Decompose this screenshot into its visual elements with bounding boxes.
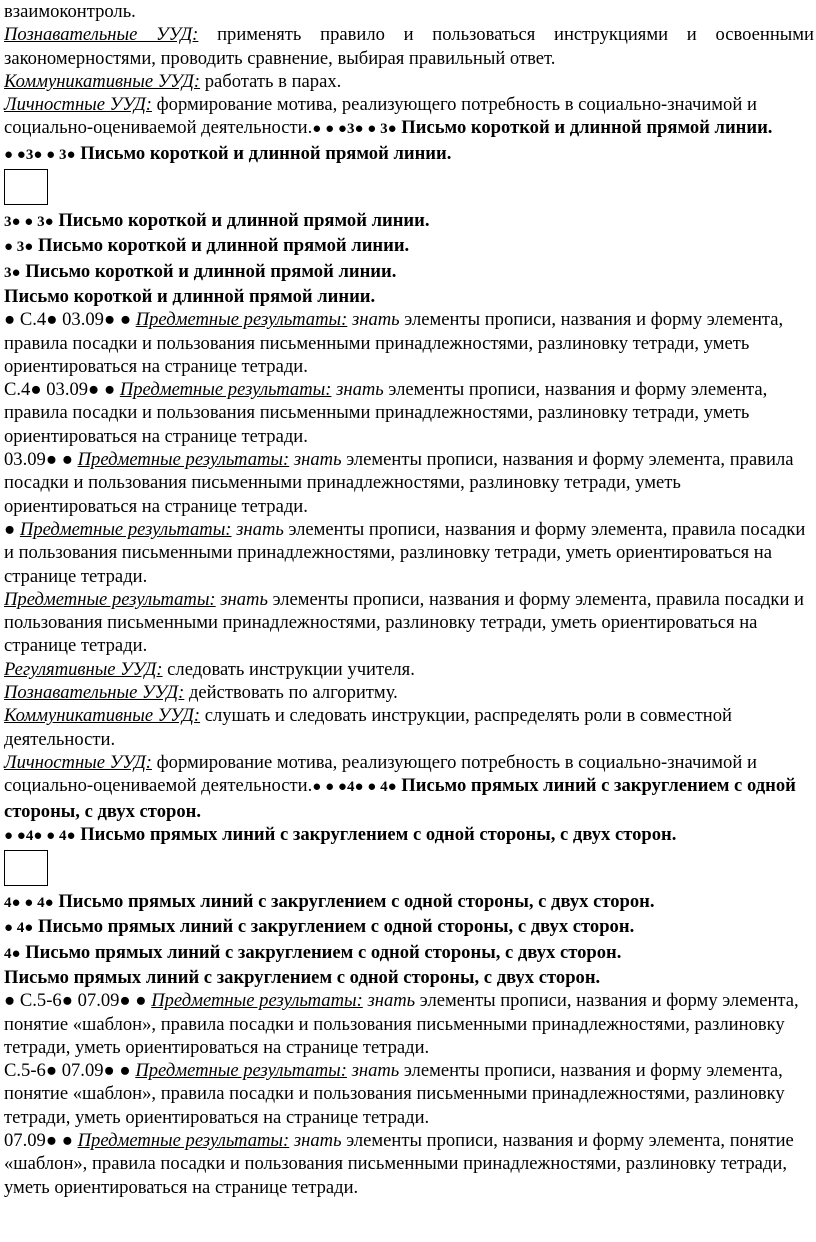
- label: Познавательные УУД:: [4, 682, 185, 704]
- text: элементы прописи, названия и форму элемента, правила посадки и пользования письменными принадлежностями, разлиновку тетради, уметь ориентироваться на странице тетради.: [4, 518, 806, 587]
- label: Коммуникативные УУД:: [4, 705, 201, 727]
- bullet-marks: ● 4●: [4, 920, 34, 937]
- text: слушать и следовать инструкции, распределять роли в совместной деятельности.: [4, 705, 732, 750]
- empty-box: [4, 850, 48, 886]
- text: формирование мотива, реализующего потребность в социально-значимой и социально-оцениваемой деятельности.: [4, 94, 757, 139]
- lesson-title-line: [4, 234, 814, 259]
- lesson-title: Письмо короткой и длинной прямой линии.: [4, 285, 376, 307]
- lesson-title-line: [4, 823, 814, 848]
- label: Познавательные УУД:: [4, 24, 199, 46]
- know-word: знать: [293, 449, 342, 471]
- label: Предметные результаты:: [151, 990, 363, 1012]
- lesson-title-line: [4, 209, 814, 234]
- know-word: знать: [351, 1060, 400, 1082]
- paragraph-personal-uud: [4, 751, 814, 823]
- paragraph-cognitive-uud: [4, 23, 814, 70]
- know-word: знать: [293, 1130, 342, 1152]
- bullet-marks: ● ●4● ● 4●: [4, 827, 76, 844]
- subject-results: [4, 1059, 814, 1129]
- know-word: знать: [236, 518, 284, 540]
- text: элементы прописи, названия и форму элемента, правила посадки и пользования письменными принадлежностями, разлиновку тетради, уметь ориентироваться на странице тетради.: [4, 588, 805, 657]
- text: элементы прописи, названия и форму элемента, понятие «шаблон», правила посадки и пользования письменными принадлежностями, разлиновку тетради, уметь ориентироваться на странице тетради.: [4, 990, 799, 1058]
- lesson-title: Письмо прямых линий с закруглением с одной стороны, с двух сторон.: [4, 966, 601, 988]
- lesson-meta: ● С.4● 03.09● ●: [4, 309, 136, 331]
- paragraph-personal-uud: [4, 93, 814, 142]
- subject-results: [4, 989, 814, 1059]
- subject-results: [4, 588, 814, 658]
- text: элементы прописи, названия и форму элемента, правила посадки и пользования письменными принадлежностями, разлиновку тетради, уметь ориентироваться на странице тетради.: [4, 309, 784, 377]
- label: Личностные УУД:: [4, 751, 152, 773]
- lesson-title-line: [4, 890, 814, 915]
- subject-results: [4, 518, 814, 588]
- lesson-title: Письмо прямых линий с закруглением с одной стороны, с двух сторон.: [75, 823, 677, 845]
- lesson-meta: ● С.5-6● 07.09● ●: [4, 990, 152, 1012]
- empty-box: [4, 169, 48, 205]
- lesson-meta: С.5-6● 07.09● ●: [4, 1060, 136, 1082]
- label: Предметные результаты:: [119, 379, 332, 401]
- paragraph-cognitive-uud: [4, 681, 814, 704]
- text: работать в парах.: [200, 70, 342, 92]
- text-line: [4, 0, 814, 23]
- lesson-title: Письмо прямых линий с закруглением с одной стороны, с двух сторон.: [20, 941, 622, 963]
- lesson-title: Письмо прямых линий с закруглением с одной стороны, с двух сторон.: [4, 775, 796, 822]
- subject-results: [4, 1129, 814, 1199]
- bullet-marks: ● ● ●3● ● 3●: [312, 121, 397, 138]
- bullet-marks: 4● ● 4●: [4, 895, 54, 912]
- paragraph-communicative-uud: [4, 70, 814, 93]
- paragraph-regulatory-uud: [4, 658, 814, 681]
- bullet-marks: ● 3●: [4, 239, 34, 256]
- bullet-marks: ● ● ●4● ● 4●: [312, 779, 397, 796]
- paragraph-communicative-uud: [4, 704, 814, 751]
- lesson-title-line: [4, 941, 814, 966]
- text: взаимоконтроль.: [4, 1, 136, 22]
- lesson-title: Письмо короткой и длинной прямой линии.: [33, 235, 410, 257]
- know-word: знать: [351, 309, 400, 331]
- label: Предметные результаты:: [4, 588, 216, 610]
- text: формирование мотива, реализующего потребность в социально-значимой и социально-оцениваемой деятельности.: [4, 751, 757, 797]
- know-word: знать: [367, 990, 416, 1012]
- subject-results: [4, 378, 814, 448]
- lesson-title-line: [4, 966, 814, 989]
- lesson-meta: С.4● 03.09● ●: [4, 379, 120, 401]
- text: элементы прописи, названия и форму элемента, правила посадки и пользования письменными принадлежностями, разлиновку тетради, уметь ориентироваться на странице тетради.: [4, 449, 794, 517]
- label: Регулятивные УУД:: [4, 658, 163, 680]
- text: элементы прописи, названия и форму элемента, понятие «шаблон», правила посадки и пользования письменными принадлежностями, разлиновку тетради, уметь ориентироваться на странице тетради.: [4, 1060, 785, 1128]
- lesson-meta: 07.09● ●: [4, 1130, 78, 1152]
- label: Личностные УУД:: [4, 94, 152, 116]
- bullet-marks: 3● ● 3●: [4, 214, 54, 231]
- lesson-title: Письмо короткой и длинной прямой линии.: [20, 260, 397, 282]
- label: Предметные результаты:: [19, 518, 232, 540]
- know-word: знать: [336, 379, 384, 401]
- text: следовать инструкции учителя.: [162, 658, 415, 680]
- lesson-title-line: [4, 915, 814, 940]
- subject-results: [4, 448, 814, 518]
- lesson-title-line: [4, 260, 814, 285]
- lesson-title: Письмо короткой и длинной прямой линии.: [75, 142, 452, 164]
- lesson-meta: 03.09● ●: [4, 449, 78, 471]
- label: Предметные результаты:: [135, 309, 348, 331]
- text: элементы прописи, названия и форму элемента, правила посадки и пользования письменными принадлежностями, разлиновку тетради, уметь ориентироваться на странице тетради.: [4, 379, 768, 447]
- subject-results: [4, 308, 814, 378]
- label: Коммуникативные УУД:: [4, 70, 201, 92]
- lesson-title: Письмо прямых линий с закруглением с одной стороны, с двух сторон.: [33, 916, 635, 938]
- lesson-meta: ●: [4, 518, 20, 540]
- lesson-title: Письмо прямых линий с закруглением с одной стороны, с двух сторон.: [53, 891, 655, 913]
- lesson-title-line: [4, 285, 814, 308]
- lesson-title: Письмо короткой и длинной прямой линии.: [53, 210, 430, 232]
- know-word: знать: [220, 588, 268, 610]
- lesson-title-line: [4, 142, 814, 167]
- lesson-title: Письмо короткой и длинной прямой линии.: [396, 117, 773, 139]
- text: применять правило и пользоваться инструкциями и освоенными закономерностями, проводить сравнение, выбирая правильный ответ.: [4, 24, 814, 69]
- text: элементы прописи, названия и форму элемента, понятие «шаблон», правила посадки и пользования письменными принадлежностями, разлиновку тетради, уметь ориентироваться на странице тетради.: [4, 1130, 794, 1198]
- bullet-marks: 3●: [4, 264, 21, 281]
- label: Предметные результаты:: [77, 449, 290, 471]
- bullet-marks: ● ●3● ● 3●: [4, 146, 76, 163]
- label: Предметные результаты:: [77, 1130, 290, 1152]
- text: действовать по алгоритму.: [184, 682, 398, 704]
- label: Предметные результаты:: [135, 1060, 347, 1082]
- bullet-marks: 4●: [4, 945, 21, 962]
